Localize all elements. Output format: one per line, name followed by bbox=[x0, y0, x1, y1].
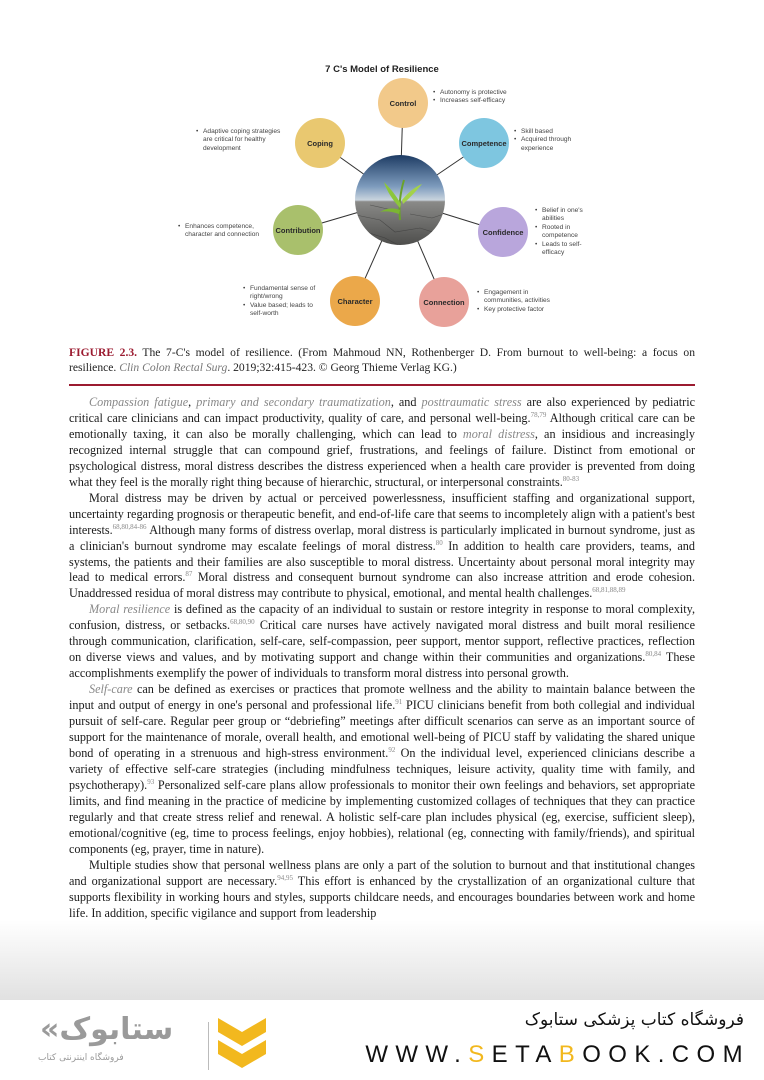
figure-caption: FIGURE 2.3. The 7-C's model of resilience. (From Mahmoud NN, Rothenberger D. From burnout to well-being: a focus on resilience. Clin Colon Rectal Surg. 2019;32:415-423. © Georg Thieme Verlag KG.) bbox=[69, 346, 695, 374]
citation: 93 bbox=[147, 777, 155, 786]
caption-divider bbox=[69, 384, 695, 386]
node-confidence bbox=[478, 207, 528, 257]
node-connection bbox=[419, 277, 469, 327]
citation: 80,84 bbox=[645, 650, 662, 659]
figure-title: 7 C's Model of Resilience bbox=[325, 64, 439, 75]
citation: 68,81,88,89 bbox=[592, 586, 626, 595]
store-url[interactable]: WWW.SETABOOK.COM bbox=[365, 1041, 750, 1068]
logo-subtitle: فروشگاه اینترنتی کتاب bbox=[38, 1053, 124, 1063]
node-character bbox=[330, 276, 380, 326]
store-name: فروشگاه کتاب پزشکی ستابوک bbox=[524, 1010, 744, 1030]
note-confidence: • Belief in one's abilities • Rooted in competence • Leads to self-efficacy bbox=[535, 207, 593, 257]
watermark-footer bbox=[0, 1000, 764, 1080]
note-control: • Autonomy is protective • Increases self-efficacy bbox=[433, 89, 543, 106]
logo-wordmark: «ستابوک bbox=[40, 1012, 174, 1047]
page-bottom-shadow bbox=[0, 920, 764, 1000]
setabook-logo bbox=[30, 1010, 270, 1074]
body-text bbox=[69, 395, 695, 921]
svg-text:Contribution: Contribution bbox=[275, 226, 321, 235]
paragraph-1: Compassion fatigue, primary and secondary traumatization, and posttraumatic stress are also experienced by pediatric critical care clinicians and can impact productivity, quality of care, and personal well-being.$^{78,79}$ Although critical care can be emotionally taxing, it can also be morally challenging, which can lead to moral distress, an insidious and increasingly recognized internal struggle that can compound grief, frustrations, and feelings of failure. Distinct from emotional or psychological distress, moral distress describes the distress experienced when a health care provider is prevented from doing what they feel is the morally right thing because of hierarchic, structural, or interpersonal constraints.$^{80-83}$ bbox=[69, 395, 696, 489]
svg-text:Character: Character bbox=[337, 297, 373, 306]
node-contribution bbox=[273, 205, 323, 255]
paragraph-2: Moral distress may be driven by actual or perceived powerlessness, insufficient staffing and organizational support, uncertainty regarding prognosis or therapeutic benefit, and end-of-life care that seems to incompletely align with a patient's best interests.$^{68,80,84-86}$ Although many forms of distress overlap, moral distress is particularly implicated in burnout syndrome, just as a clinician's burnout syndrome may escalate feelings of moral distress.$^{80}$ In addition to health care providers, teams, and systems, the patients and their families are also susceptible to moral distress. Uncertainty about personal moral integrity may lead to medical errors.$^{87}$ Moral distress and consequent burnout syndrome can also increase attrition and erode cohesion. Unaddressed residua of moral distress may contribute to physical, emotional, and mental health challenges.$^{68,81,88,89}$ bbox=[69, 490, 695, 601]
citation: 80 bbox=[435, 538, 443, 547]
svg-text:Connection: Connection bbox=[423, 298, 465, 307]
svg-text:Control: Control bbox=[389, 99, 417, 108]
note-contribution: • Enhances competence, character and connection bbox=[178, 223, 270, 240]
citation: 78,79 bbox=[530, 410, 547, 419]
svg-text:Competence: Competence bbox=[461, 139, 507, 148]
journal-name: Clin Colon Rectal Surg bbox=[119, 361, 228, 374]
citation: 91 bbox=[395, 698, 403, 707]
figure-number: FIGURE 2.3. bbox=[69, 346, 138, 359]
citation: 68,80,84-86 bbox=[112, 522, 147, 531]
citation: 80-83 bbox=[562, 474, 580, 483]
citation: 92 bbox=[388, 745, 396, 754]
citation: 94,95 bbox=[277, 873, 293, 882]
node-coping bbox=[295, 118, 345, 168]
citation: 68,80,90 bbox=[230, 618, 255, 627]
chevron-logo-icon bbox=[218, 1018, 266, 1074]
note-connection: • Engagement in communities, activities • Key protective factor bbox=[477, 289, 567, 314]
paragraph-5: Multiple studies show that personal wellness plans are only a part of the solution to burnout and that institutional changes and organizational support are necessary.$^{94,95}$ This effort is enhanced by the crystallization of an organizational culture that supports flexibility in working hours and styles, supports childcare needs, and encourages boundaries between work and home life. In addition, specific vigilance and support from leadership bbox=[69, 857, 695, 920]
note-competence: • Skill based • Acquired through experience bbox=[514, 128, 584, 153]
svg-text:Coping: Coping bbox=[307, 139, 333, 148]
node-competence bbox=[459, 118, 509, 168]
citation: 87 bbox=[185, 570, 193, 579]
center-image bbox=[355, 155, 445, 246]
node-control bbox=[378, 78, 428, 128]
note-coping: • Adaptive coping strategies are critical for healthy development bbox=[196, 128, 288, 153]
svg-text:Confidence: Confidence bbox=[482, 228, 524, 237]
paragraph-4: Self-care can be defined as exercises or practices that promote wellness and the ability to maintain balance between the input and output of energy in one's personal and professional life.$^{91}$ PICU clinicians benefit from both collegial and individual pursuit of self-care. Regular peer group or “debriefing” meetings after difficult scenarios can serve as an important source of support for the maintenance of morale, overall health, and emotional well-being of PICU staff by validating the shared unique bond of operating in a strenuous and high-stress environment.$^{92}$ On the individual level, experienced clinicians describe a variety of effective self-care strategies (including mindfulness techniques, leisure activity, quality time with family, and psychotherapy).$^{93}$ Personalized self-care plans allow professionals to monitor their own feelings and behaviors, set appropriate limits, and find meaning in the practice of medicine by implementing customized collages of techniques that they can practice regularly and that create stress relief and renewal. A holistic self-care plan includes physical (eg, exercise, sufficient sleep), emotional/cognitive (eg, time to process feelings, enjoy hobbies), relational (eg, connecting with family/friends), and spiritual components (eg, prayer, time in nature). bbox=[69, 682, 695, 856]
logo-divider bbox=[208, 1022, 209, 1070]
note-character: • Fundamental sense of right/wrong • Value based; leads to self-worth bbox=[243, 285, 323, 319]
resilience-diagram bbox=[0, 0, 764, 340]
paragraph-3: Moral resilience is defined as the capacity of an individual to sustain or restore integrity in response to moral complexity, confusion, distress, or setbacks.$^{68,80,90}$ Critical care nurses have actively navigated moral distress and built moral resilience through communication, clarification, self-care, self-compassion, peer support, mentor support, reflective practices, reflection on diverse views and values, and by motivating support and change within their communities and organizations.$^{80,84}$ These accomplishments exemplify the power of individuals to transform moral distress into personal growth. bbox=[69, 602, 695, 681]
